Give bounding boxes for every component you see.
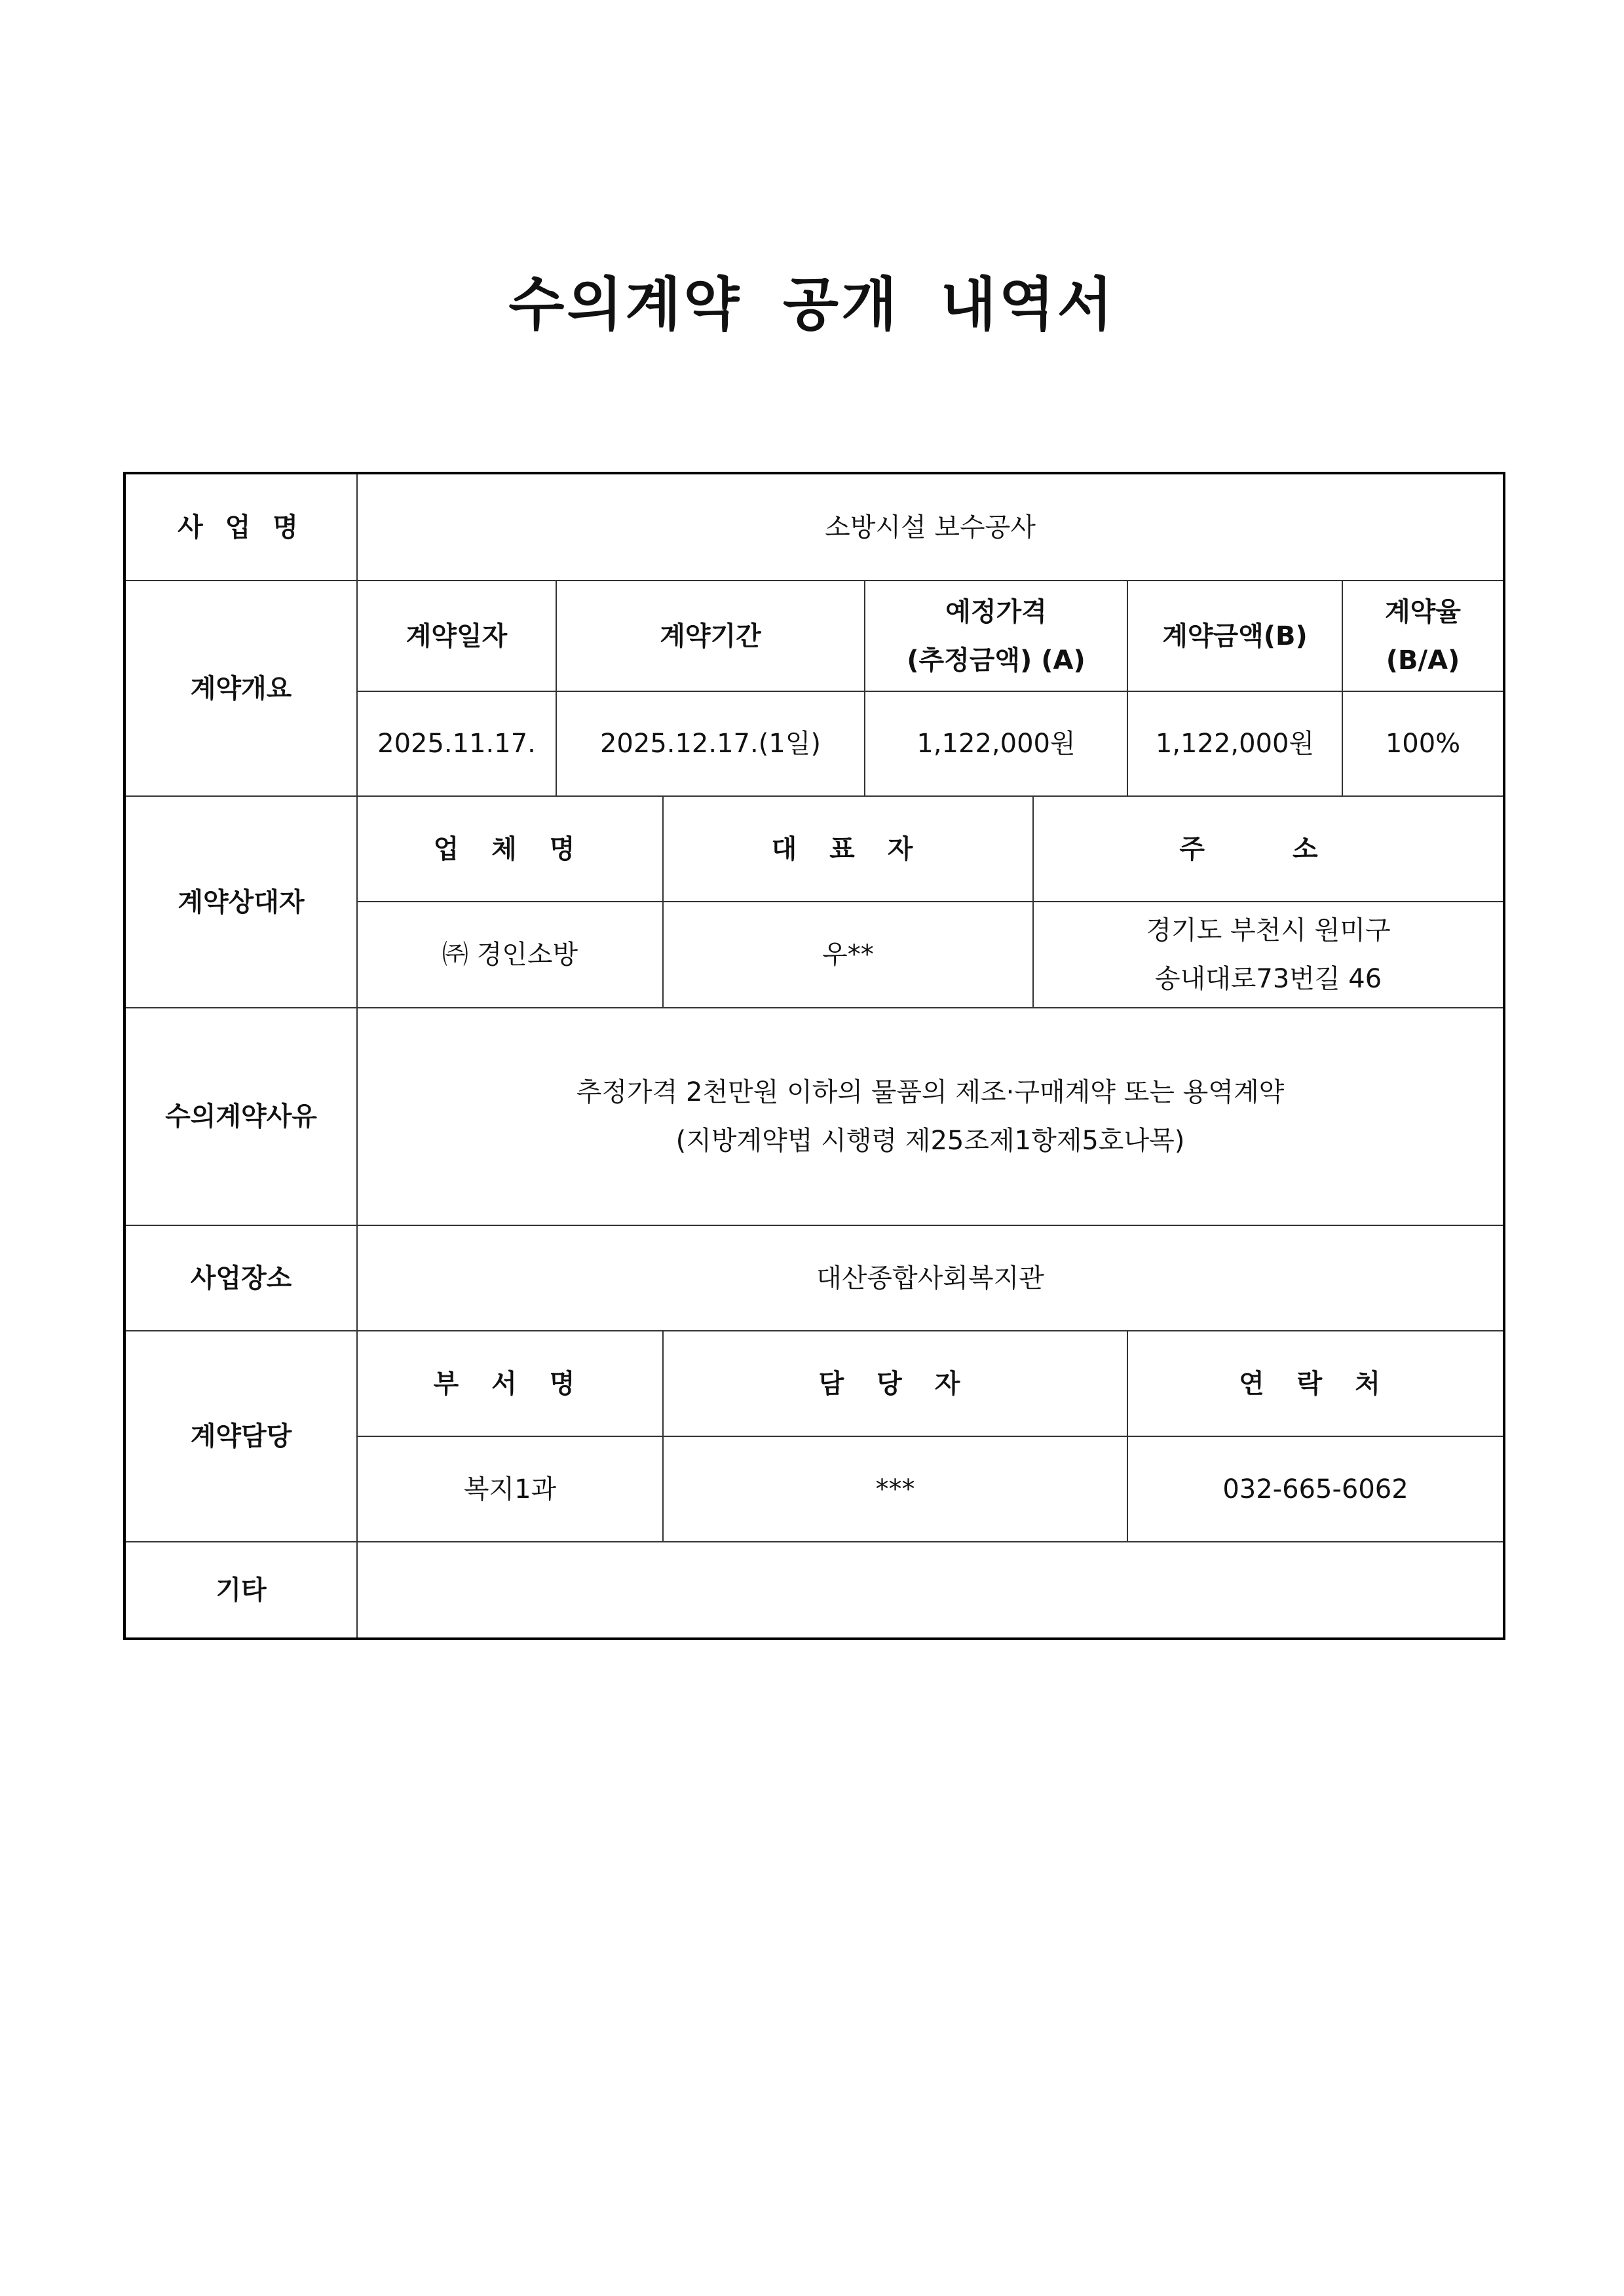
counterparty-label: 계약상대자 xyxy=(178,887,305,917)
other-value xyxy=(358,1542,1503,1637)
contract-rate-header xyxy=(1343,581,1503,691)
contract-rate-value: 100% xyxy=(1385,729,1461,759)
contract-rate-header-line2: (B/A) xyxy=(1386,645,1460,676)
contact-value: 032-665-6062 xyxy=(1222,1474,1408,1504)
other-label: 기타 xyxy=(216,1575,267,1605)
contract-date-value: 2025.11.17. xyxy=(377,729,536,759)
private-contract-reason-value xyxy=(358,1008,1503,1225)
company-name-value: ㈜ 경인소방 xyxy=(442,940,578,970)
contract-period-header: 계약기간 xyxy=(660,621,761,651)
reason-line1: 추정가격 2천만원 이하의 물품의 제조·구매계약 또는 용역계약 xyxy=(576,1077,1285,1107)
address-line2: 송내대로73번길 46 xyxy=(1154,964,1382,994)
estimated-price-header-line2: (추정금액) (A) xyxy=(907,645,1086,676)
department-value: 복지1과 xyxy=(463,1474,557,1504)
project-location-label: 사업장소 xyxy=(190,1263,292,1293)
document-title: 수의계약 공개 내역서 xyxy=(508,271,1116,338)
address-header: 주 소 xyxy=(1179,833,1357,864)
contact-header: 연 락 처 xyxy=(1239,1368,1392,1399)
project-location-value: 대산종합사회복지관 xyxy=(816,1263,1044,1293)
representative-value: 우** xyxy=(822,940,874,970)
contract-rate-header-line1: 계약율 xyxy=(1385,596,1461,627)
contract-manager-label: 계약담당 xyxy=(190,1421,292,1451)
contract-amount-header: 계약금액(B) xyxy=(1162,621,1308,651)
private-contract-reason-label: 수의계약사유 xyxy=(165,1101,317,1132)
contract-period-value: 2025.12.17.(1일) xyxy=(599,729,821,759)
person-in-charge-header: 담 당 자 xyxy=(818,1368,972,1399)
address-line1: 경기도 부천시 원미구 xyxy=(1146,915,1391,946)
project-name-label: 사 업 명 xyxy=(178,512,305,543)
contract-disclosure-table xyxy=(123,472,1505,1640)
person-in-charge-value: *** xyxy=(875,1474,915,1504)
reason-line2: (지방계약법 시행령 제25조제1항제5호나목) xyxy=(675,1126,1185,1156)
contract-amount-value: 1,122,000원 xyxy=(1155,729,1315,759)
contract-date-header: 계약일자 xyxy=(406,621,508,651)
department-header: 부 서 명 xyxy=(433,1368,587,1399)
representative-header: 대 표 자 xyxy=(771,833,925,864)
estimated-price-header xyxy=(865,581,1127,691)
estimated-price-value: 1,122,000원 xyxy=(916,729,1076,759)
company-name-header: 업 체 명 xyxy=(433,833,587,864)
project-name-value: 소방시설 보수공사 xyxy=(825,512,1036,543)
contract-overview-label: 계약개요 xyxy=(190,673,292,704)
estimated-price-header-line1: 예정가격 xyxy=(945,596,1047,627)
address-value xyxy=(1034,902,1503,1007)
